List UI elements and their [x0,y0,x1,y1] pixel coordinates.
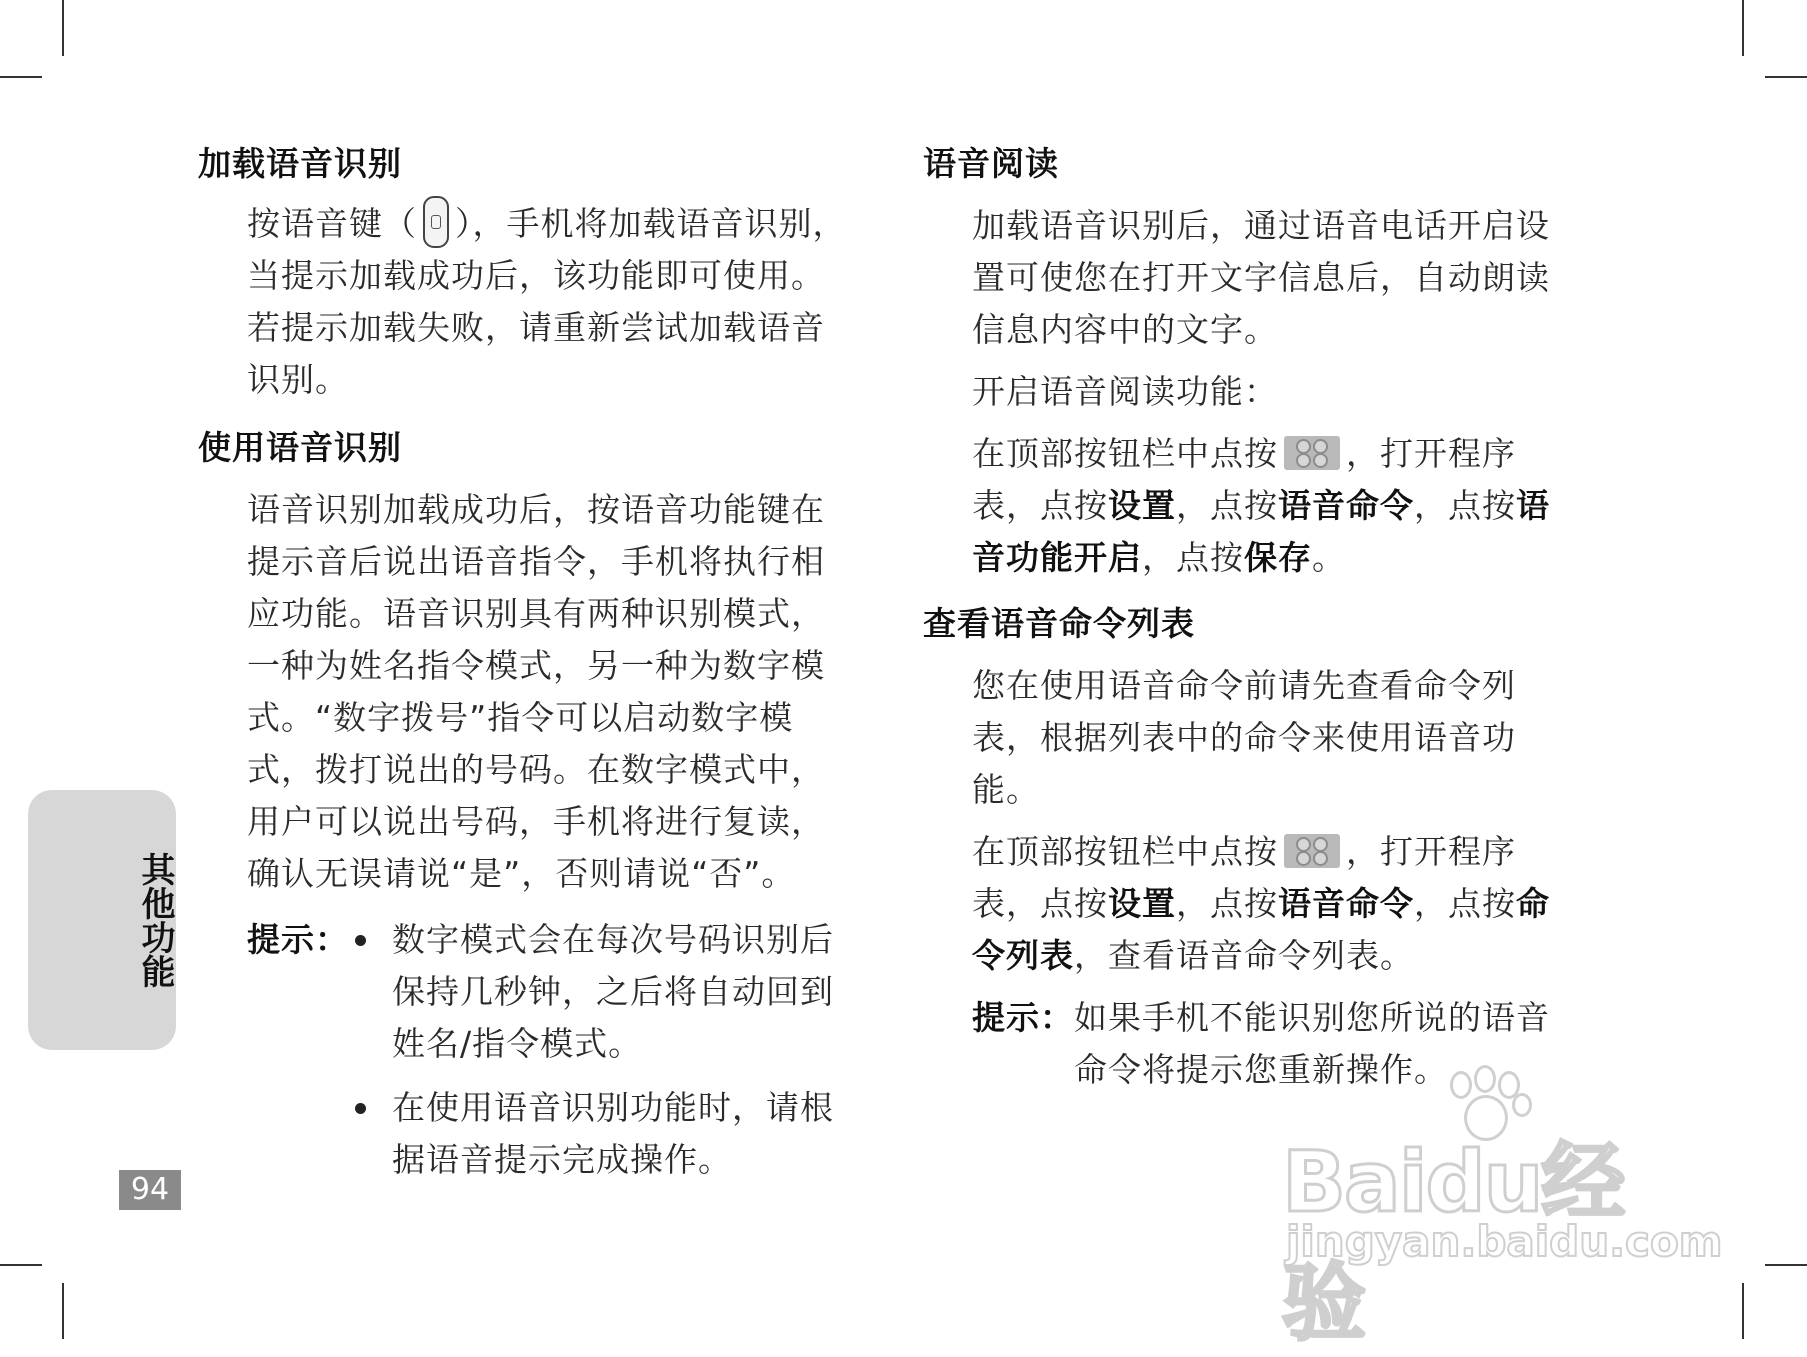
chapter-side-tab [28,790,176,1050]
tip-item: 数字模式会在每次号码识别后保持几秒钟，之后将自动回到姓名/指令模式。 [349,914,858,1070]
command-list-instructions [972,826,1583,982]
section-title-load-voice: 加载语音识别 [198,144,402,183]
command-list-paragraph: 您在使用语音命令前请先查看命令列表，根据列表中的命令来使用语音功能。 [972,666,1516,809]
voice-command-term: 语音命令 [1278,486,1414,525]
menu-grid-icon [1284,834,1340,868]
text: ），手机将加载语音识别，当提示加载成功后，该功能即可使用。若提示加载失败，请重新尝试加载语音识别。 [247,204,847,399]
crop-mark [0,76,42,78]
crop-mark [1765,1264,1807,1266]
settings-term: 设置 [1108,884,1176,923]
crop-mark [0,1264,42,1266]
crop-mark [1765,76,1807,78]
watermark-main-text: Baidu经验 [1282,1133,1624,1352]
tip-item: 在使用语音识别功能时，请根据语音提示完成操作。 [349,1082,858,1186]
tip-text: 如果手机不能识别您所说的语音命令将提示您重新操作。 [1074,998,1550,1089]
tip-label: 提示： [972,998,1074,1037]
left-column [198,142,858,1186]
section-title-voice-read: 语音阅读 [923,144,1059,183]
save-term: 保存 [1244,538,1312,577]
voice-read-instructions [972,428,1583,584]
crop-mark [62,1283,64,1339]
settings-term: 设置 [1108,486,1176,525]
section-title-command-list: 查看语音命令列表 [923,604,1195,643]
text: ，打开程序表，点按 [972,434,1516,525]
text: ，点按 [1176,884,1278,923]
voice-key-icon [423,196,449,248]
crop-mark [1742,0,1744,56]
text: ，查看语音命令列表。 [1074,936,1414,975]
tip-block [247,914,858,1186]
load-voice-paragraph [247,196,858,406]
command-list-term: 命令列表 [972,884,1550,975]
chapter-side-tab-label: 其他功能 [135,852,175,988]
crop-mark [1742,1283,1744,1339]
voice-function-on-term: 语音功能开启 [972,486,1550,577]
text: ，点按 [1414,884,1516,923]
text: 。 [1312,538,1346,577]
crop-mark [62,0,64,56]
text: 在顶部按钮栏中点按 [972,434,1278,473]
text: ，点按 [1176,486,1278,525]
text: 在顶部按钮栏中点按 [972,832,1278,871]
page-number: 94 [119,1170,181,1210]
voice-read-subtitle: 开启语音阅读功能： [972,372,1278,411]
voice-read-paragraph: 加载语音识别后，通过语音电话开启设置可使您在打开文字信息后，自动朗读信息内容中的文字。 [972,206,1550,349]
section-title-use-voice: 使用语音识别 [198,428,402,467]
watermark-sub-text: jingyan.baidu.com [1286,1217,1723,1266]
text: 按语音键（ [247,204,417,243]
menu-grid-icon [1284,436,1340,470]
baidu-watermark [1282,1065,1723,1352]
voice-command-term: 语音命令 [1278,884,1414,923]
text: ，点按 [1142,538,1244,577]
text: ，打开程序表，点按 [972,832,1516,923]
tip-label: 提示： [247,920,349,959]
text: ，点按 [1414,486,1516,525]
use-voice-paragraph: 语音识别加载成功后，按语音功能键在提示音后说出语音指令，手机将执行相应功能。语音识别具有两种识别模式，一种为姓名指令模式，另一种为数字模式。“数字拨号”指令可以启动数字模式，拨打说出的号码。在数字模式中，用户可以说出号码，手机将进行复读，确认无误请说“是”，否则请说“否”。 [247,490,825,893]
right-column [923,142,1583,1096]
tip-list [349,914,858,1186]
